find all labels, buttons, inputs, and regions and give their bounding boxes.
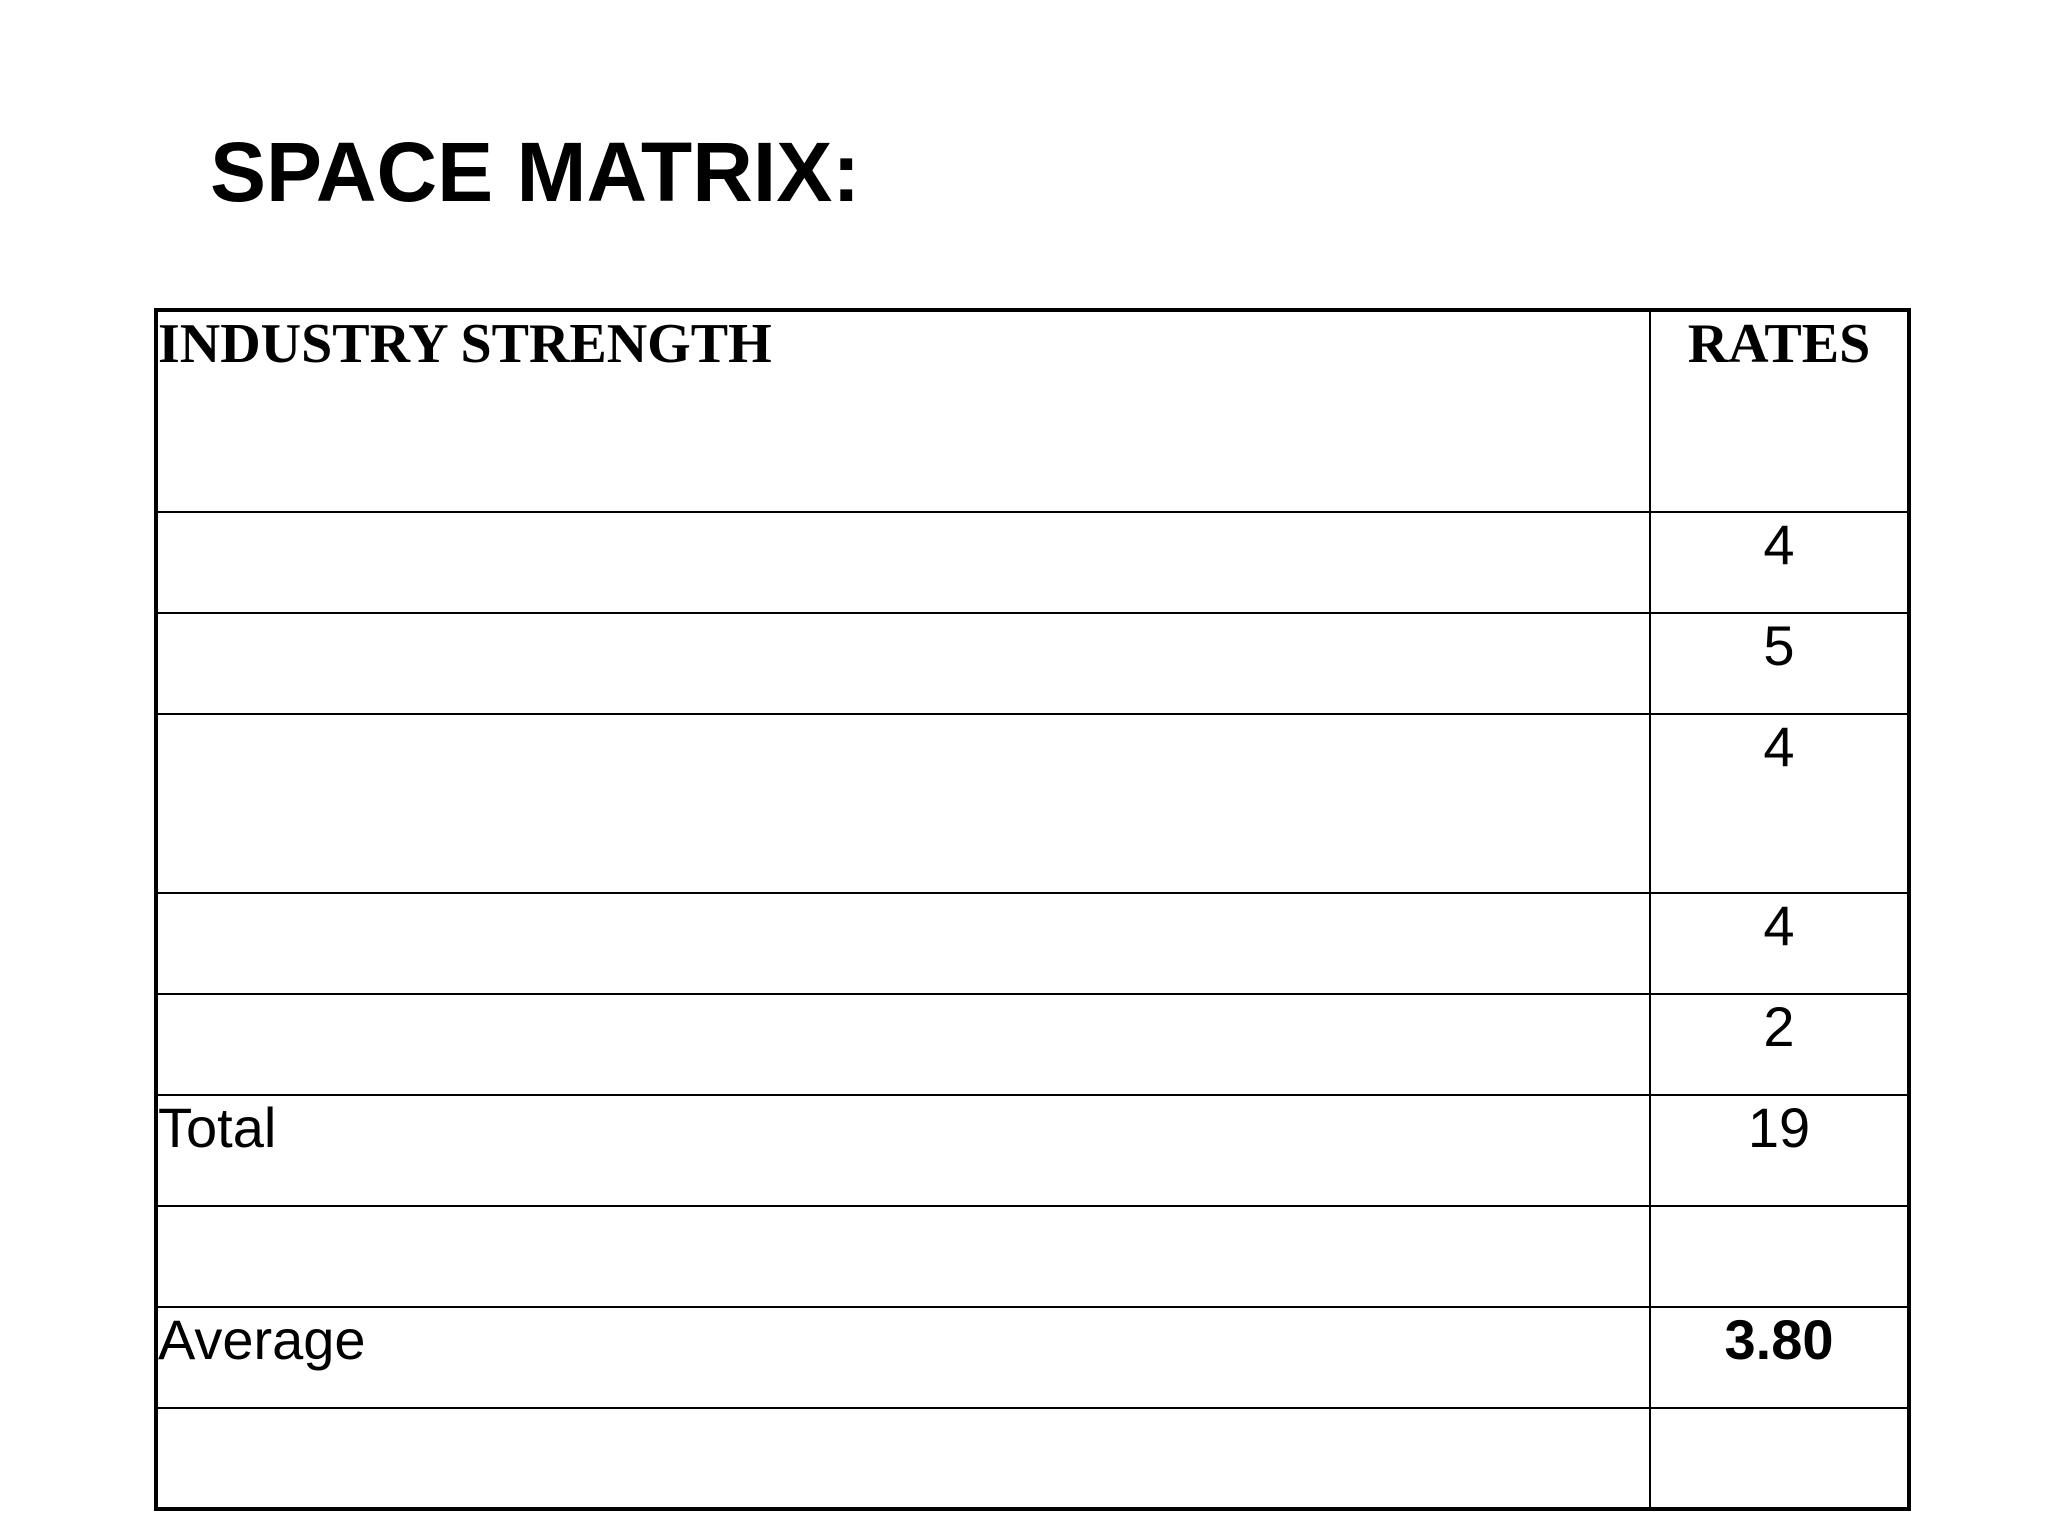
rate-cell: 4 (1650, 893, 1909, 994)
column-header-rates: RATES (1650, 310, 1909, 512)
table-row (156, 512, 1909, 613)
total-row (156, 1095, 1909, 1206)
row-label-cell (156, 512, 1650, 613)
rate-cell: 5 (1650, 613, 1909, 714)
table-row (156, 714, 1909, 893)
rate-cell: 4 (1650, 512, 1909, 613)
column-header-industry-strength: INDUSTRY STRENGTH (156, 310, 1650, 512)
row-label-cell (156, 714, 1650, 893)
table-row (156, 994, 1909, 1095)
industry-strength-table (154, 308, 1911, 1511)
footer-row (156, 1408, 1909, 1509)
spacer-rate-cell (1650, 1206, 1909, 1307)
spacer-label-cell (156, 1206, 1650, 1307)
row-label-cell (156, 994, 1650, 1095)
row-label-cell (156, 613, 1650, 714)
footer-rate-cell (1650, 1408, 1909, 1509)
table-row (156, 613, 1909, 714)
table-header-row (156, 310, 1909, 512)
spacer-row (156, 1206, 1909, 1307)
page-title: SPACE MATRIX: (210, 125, 861, 219)
total-label: Total (156, 1095, 1650, 1206)
average-value: 3.80 (1650, 1307, 1909, 1408)
average-label: Average (156, 1307, 1650, 1408)
footer-label-cell (156, 1408, 1650, 1509)
table-row (156, 893, 1909, 994)
rate-cell: 4 (1650, 714, 1909, 893)
rate-cell: 2 (1650, 994, 1909, 1095)
row-label-cell (156, 893, 1650, 994)
average-row (156, 1307, 1909, 1408)
total-value: 19 (1650, 1095, 1909, 1206)
